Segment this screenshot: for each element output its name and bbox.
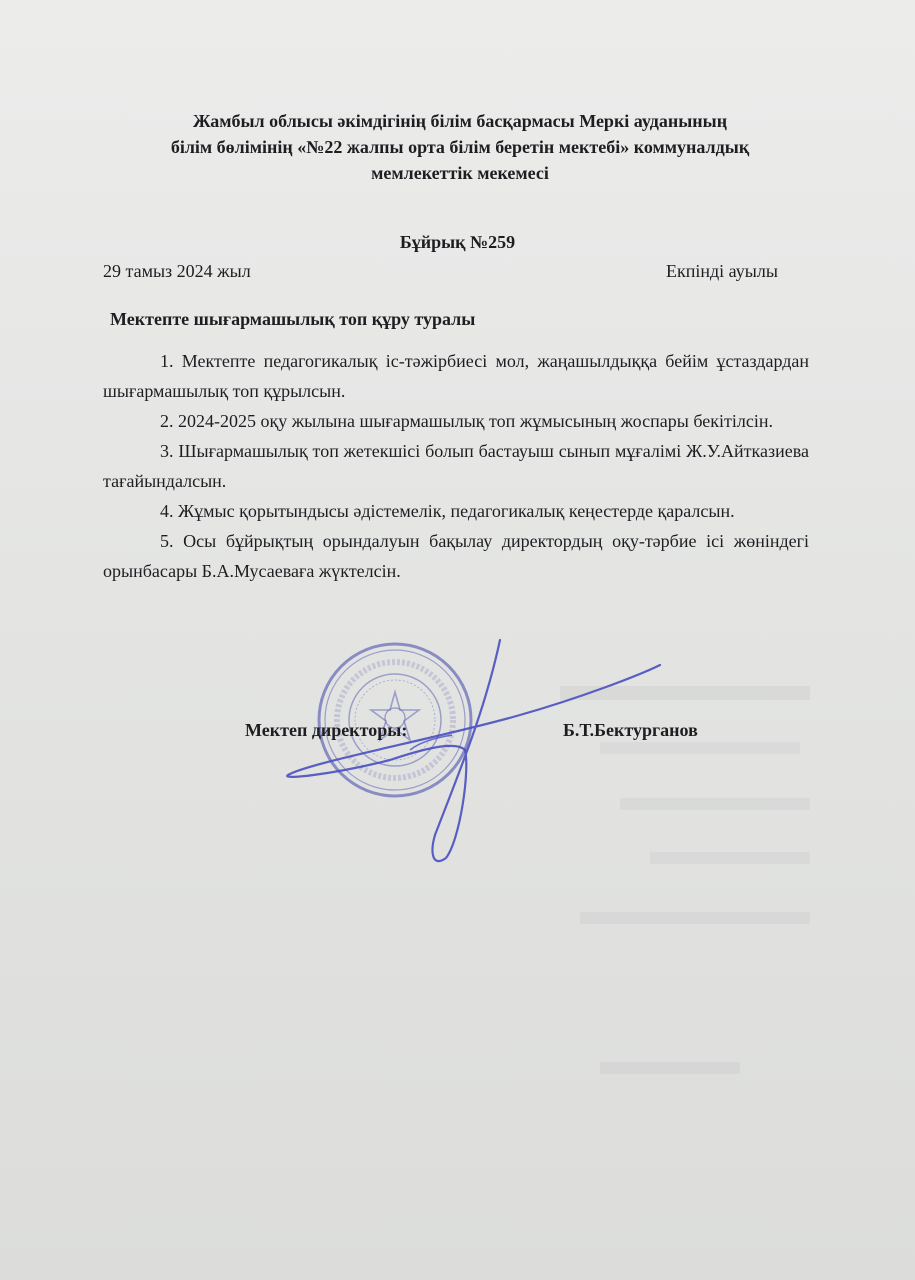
signature-name: Б.Т.Бектурганов	[563, 720, 698, 740]
header-line: Жамбыл облысы әкімдігінің білім басқармасы Меркі ауданының	[192, 111, 728, 131]
header-line: білім бөлімінің «№22 жалпы орта білім беретін мектебі» коммуналдық	[170, 137, 750, 157]
order-date: 29 тамыз 2024 жыл	[103, 261, 251, 281]
order-items	[103, 346, 809, 586]
organization-header	[60, 108, 860, 186]
header-line: мемлекеттік мекемесі	[371, 163, 549, 183]
signature-label: Мектеп директоры:	[245, 720, 408, 740]
order-subject: Мектепте шығармашылық топ құру туралы	[110, 309, 476, 329]
show-through	[600, 1062, 740, 1074]
order-title: Бұйрық №259	[399, 232, 516, 252]
order-item: 5. Осы бұйрықтың орындалуын бақылау директордың оқу-тәрбие ісі жөніндегі орынбасары Б.А.Мусаеваға жүктелсін.	[103, 531, 809, 581]
order-place: Екпінді ауылы	[666, 261, 778, 281]
order-item: 4. Жұмыс қорытындысы әдістемелік, педагогикалық кеңестерде қаралсын.	[160, 501, 735, 521]
show-through	[650, 852, 810, 864]
handwritten-signature-icon	[270, 630, 670, 870]
show-through	[580, 912, 810, 924]
order-item: 3. Шығармашылық топ жетекшісі болып бастауыш сынып мұғалімі Ж.У.Айтказиева тағайындалсын.	[103, 441, 809, 491]
order-item: 1. Мектепте педагогикалық іс-тәжірбиесі мол, жаңашылдыққа бейім ұстаздардан шығармашылық топ құрылсын.	[103, 351, 809, 401]
order-item: 2. 2024-2025 оқу жылына шығармашылық топ жұмысының жоспары бекітілсін.	[160, 411, 773, 431]
